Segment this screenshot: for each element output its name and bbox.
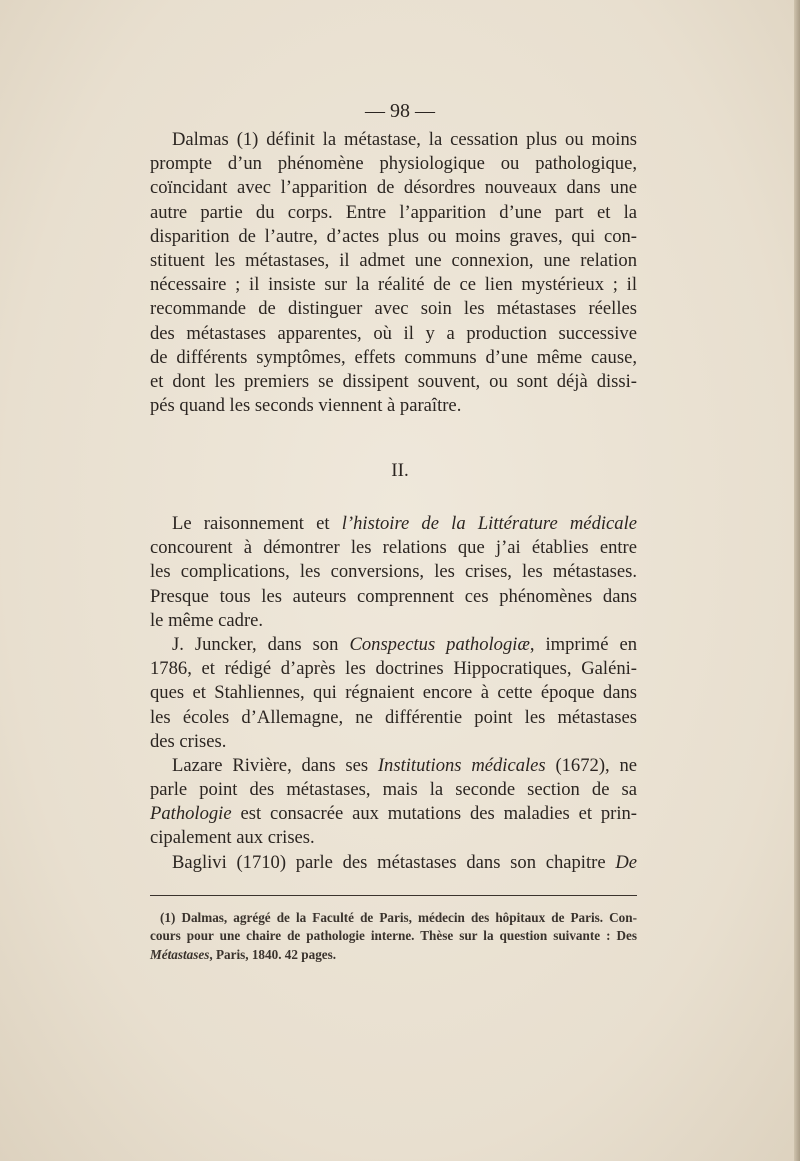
text-line: stituent les métastases, il admet une connexion, une relation (150, 249, 637, 271)
text-line: parle point des métastases, mais la seconde section de sa (150, 779, 637, 801)
text-span: est consacrée aux mutations des maladies et prin- (231, 803, 637, 825)
text-line: des crises. (150, 730, 227, 752)
footnote-line (150, 946, 637, 964)
text-line: des métastases apparentes, où il y a production successive (150, 322, 637, 344)
text-span: J. Juncker, dans son (172, 633, 350, 655)
italic-title: l’histoire de la Littérature médicale (341, 513, 637, 534)
text-span: Baglivi (1710) parle des métastases dans son chapitre (172, 851, 616, 873)
italic-title: Métastases (150, 946, 210, 962)
paragraph-dalmas (150, 128, 637, 418)
text-line (150, 802, 637, 826)
text-line: prompte d’un phénomène physiologique ou pathologique, (150, 153, 637, 175)
page-number: — 98 — (365, 100, 435, 122)
footnote-line: (1) Dalmas, agrégé de la Faculté de Paris, médecin des hôpitaux de Paris. Con- (160, 910, 637, 925)
footnote-line: cours pour une chaire de pathologie interne. Thèse sur la question suivante : Des (150, 928, 637, 944)
text-span: Le raisonnement et (172, 513, 342, 534)
footnote (150, 909, 637, 964)
italic-title: De (615, 851, 637, 873)
text-span: (1672), ne (545, 754, 637, 776)
text-line: de différents symptômes, effets communs d’une même cause, (150, 346, 637, 368)
text-line: les complications, les conversions, les crises, les métastases. (150, 561, 637, 583)
text-line: les écoles d’Allemagne, ne différentie point les métastases (150, 706, 637, 728)
text-line: ques et Stahliennes, qui régnaient encore à cette époque dans (150, 682, 637, 704)
text-line: Dalmas (1) définit la métastase, la cessation plus ou moins (172, 129, 637, 150)
italic-title: Conspectus pathologiæ (349, 633, 530, 655)
text-line: le même cadre. (150, 609, 264, 631)
text-line: cipalement aux crises. (150, 827, 315, 849)
text-line: recommande de distinguer avec soin les métastases réelles (150, 298, 637, 320)
text-line: disparition de l’autre, d’actes plus ou moins graves, qui con- (150, 225, 637, 247)
text-line (150, 851, 637, 875)
text-span: , Paris, 1840. 42 pages. (209, 946, 337, 962)
text-span: , imprimé en (529, 633, 638, 655)
text-line: autre partie du corps. Entre l’apparition d’une part et la (150, 201, 637, 223)
italic-title: Institutions médicales (377, 754, 546, 776)
paragraph-group (150, 512, 637, 875)
text-span: Lazare Rivière, dans ses (172, 754, 378, 776)
text-line: concourent à démontrer les relations que j’ai établies entre (150, 537, 637, 559)
text-line: nécessaire ; il insiste sur la réalité de ce lien mystérieux ; il (150, 274, 637, 296)
text-line: pés quand les seconds viennent à paraître. (150, 395, 462, 417)
text-line: et dont les premiers se dissipent souvent, ou sont déjà dissi- (150, 370, 637, 392)
footnote-rule (150, 895, 637, 896)
text-line: coïncidant avec l’apparition de désordres nouveaux dans une (150, 177, 637, 199)
text-line: 1786, et rédigé d’après les doctrines Hippocratiques, Galéni- (150, 658, 637, 680)
text-line: Presque tous les auteurs comprennent ces phénomènes dans (150, 585, 637, 607)
section-heading: II. (391, 460, 409, 481)
text-line (150, 512, 637, 536)
italic-title: Pathologie (150, 803, 232, 825)
text-line (150, 633, 637, 657)
page-edge (794, 0, 800, 1161)
text-line (150, 754, 637, 778)
